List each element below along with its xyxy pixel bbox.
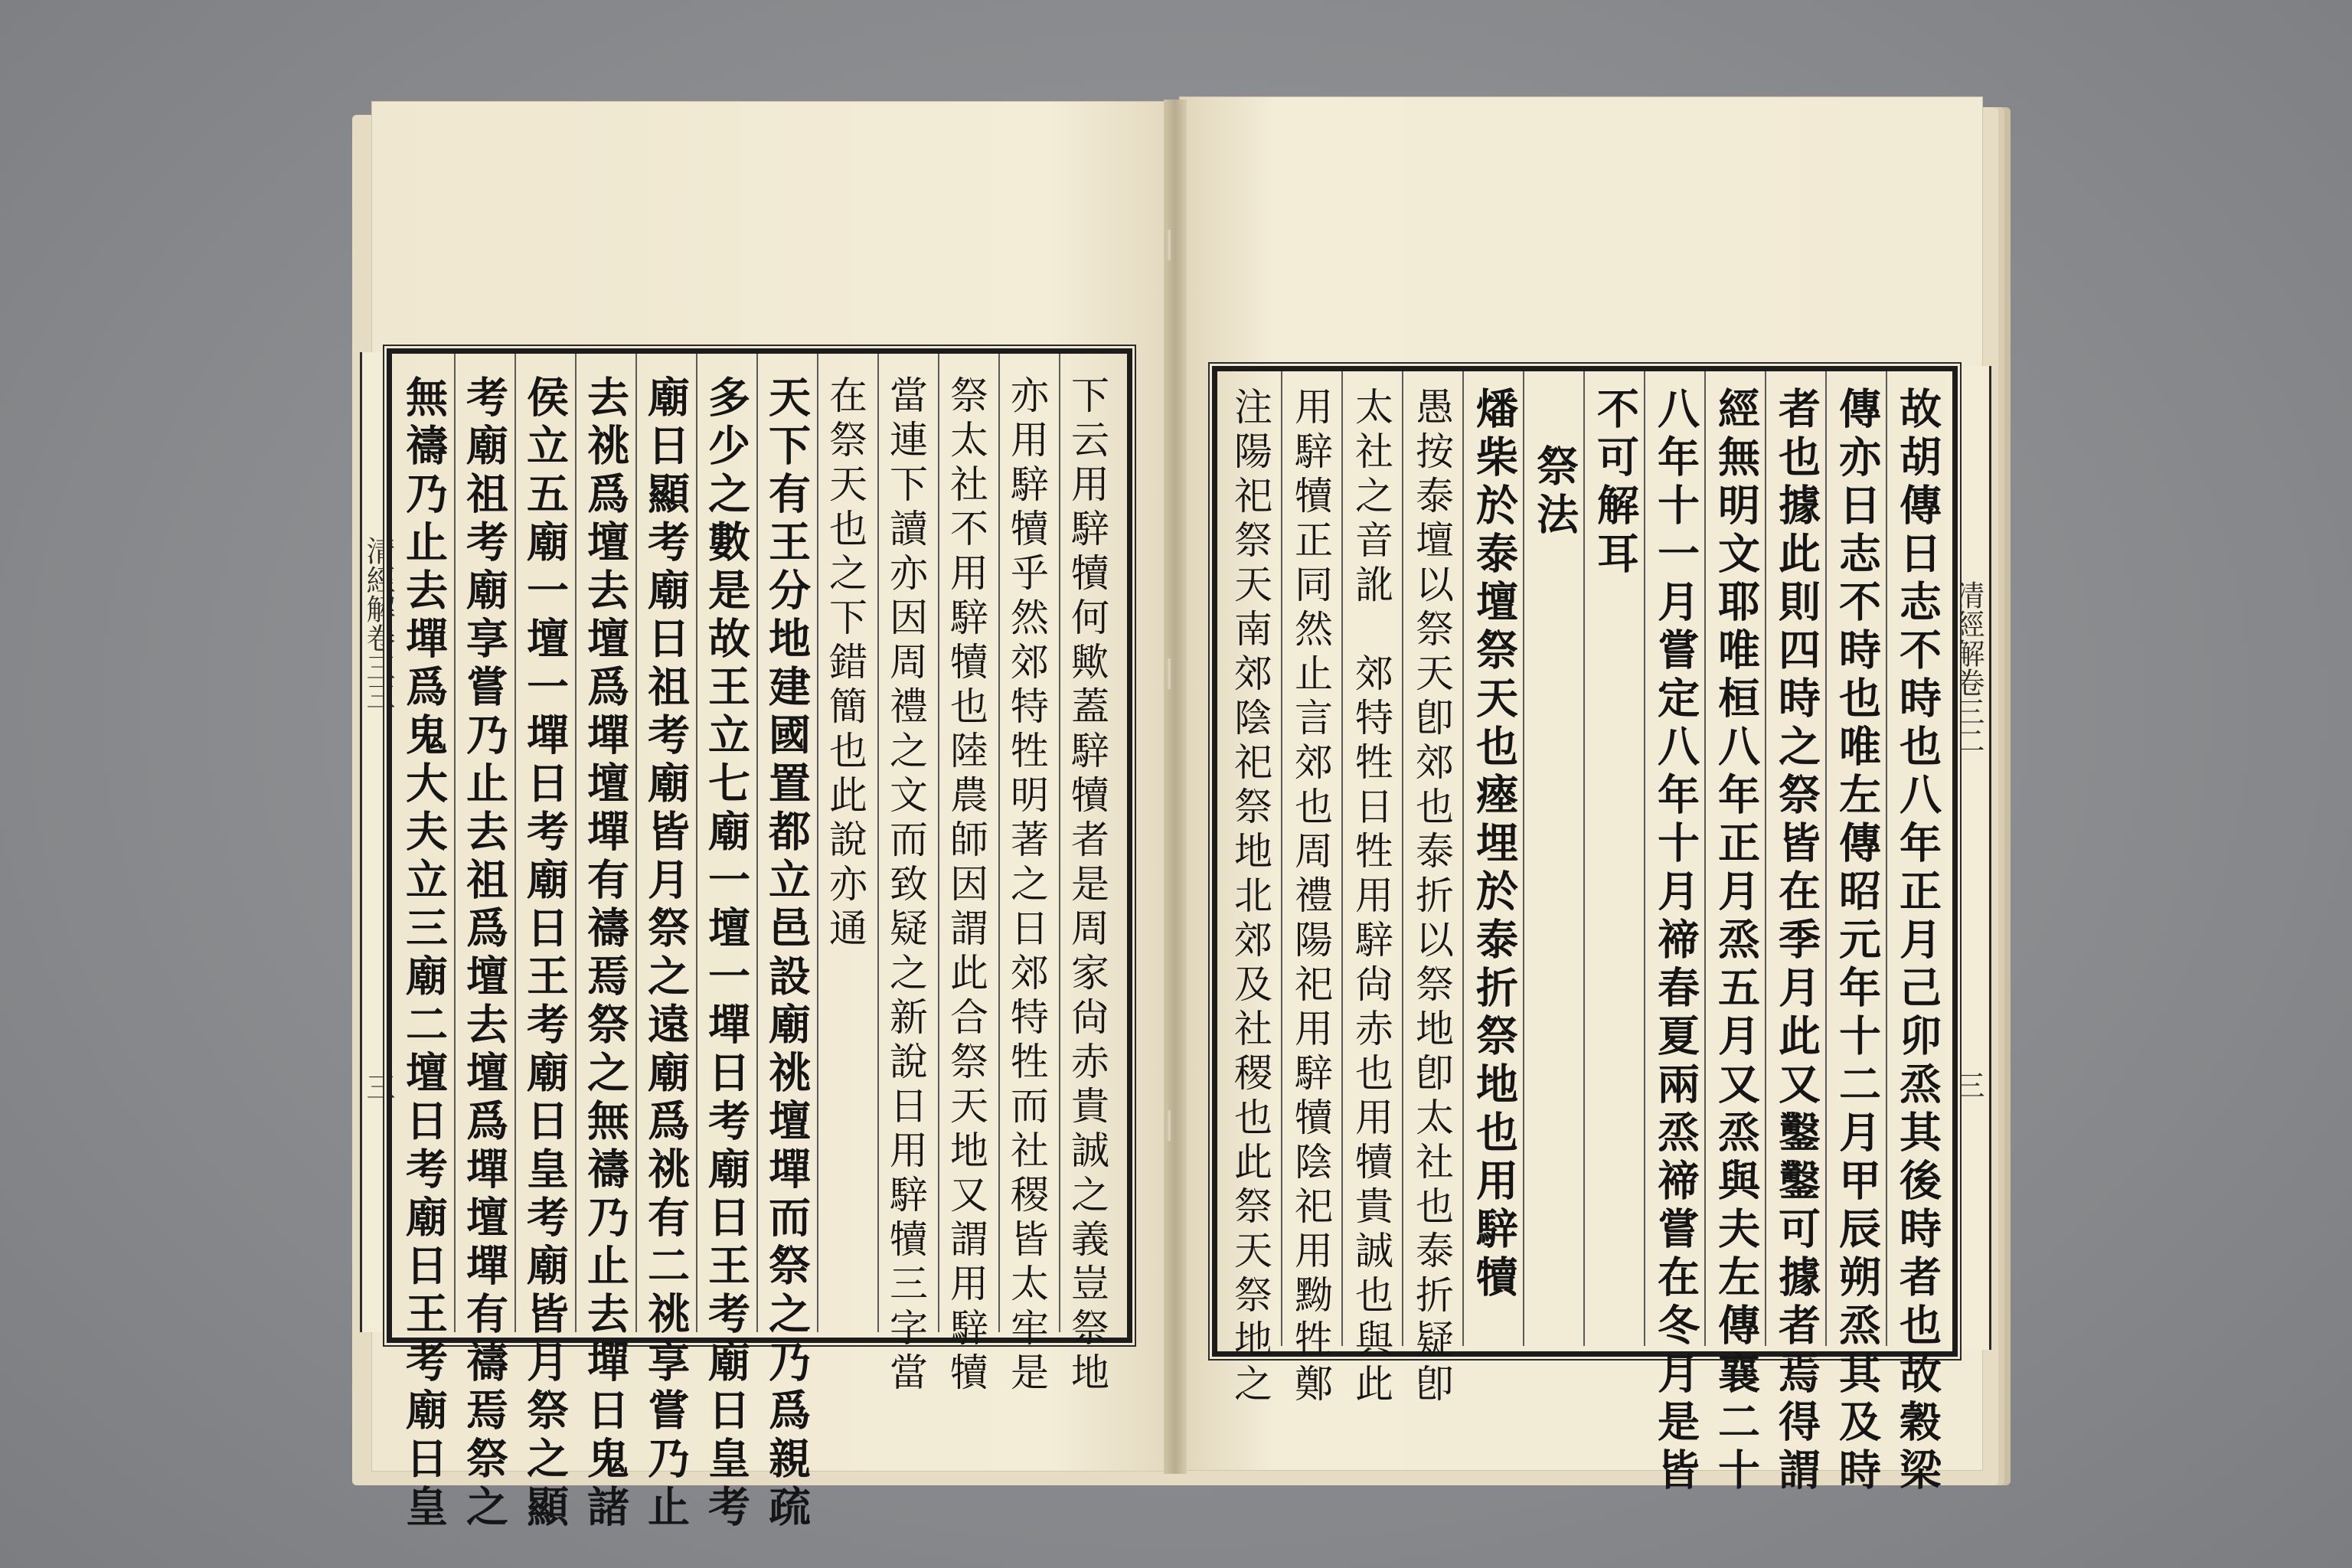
- column-rule: [756, 354, 758, 1332]
- column-rule: [1523, 371, 1524, 1346]
- left-banxin-folio: 三: [361, 1072, 395, 1101]
- left-banxin-title: 清經解卷三三: [361, 536, 395, 710]
- column-rule: [454, 354, 456, 1332]
- text-column: 去祧爲壇去壇爲墠壇墠有禱焉祭之無禱乃止去墠日鬼諸: [580, 375, 630, 1533]
- text-column: 燔柴於泰壇祭天也瘞埋於泰折祭地也用騂犢: [1469, 387, 1519, 1303]
- text-column: 無禱乃止去墠爲鬼大夫立三廟二壇日考廟日王考廟日皇: [399, 375, 449, 1533]
- right-banxin-title: 清經解卷三二: [1951, 580, 1984, 755]
- column-rule: [1402, 371, 1403, 1346]
- text-column: 經無明文耶唯桓八年正月烝五月又烝與夫左傳襄二十: [1711, 387, 1761, 1496]
- column-rule: [635, 354, 637, 1332]
- column-rule: [1886, 371, 1887, 1346]
- text-column: 廟日顯考廟日祖考廟皆月祭之遠廟爲祧有二祧享嘗乃止: [641, 375, 691, 1533]
- right-banxin-folio: 三: [1951, 1070, 1984, 1099]
- text-column: 天下有王分地建國置都立邑設廟祧壇墠而祭之乃爲親疏: [762, 375, 812, 1533]
- column-rule: [938, 354, 939, 1332]
- text-column: 多少之數是故王立七廟一壇一墠日考廟日王考廟日皇考: [701, 375, 751, 1533]
- book-gutter: [1164, 100, 1187, 1474]
- column-rule: [696, 354, 697, 1332]
- text-column: 傳亦日志不時也唯左傳昭元年十二月甲辰朔烝其及時: [1832, 387, 1882, 1496]
- text-column: 不可解耳: [1590, 387, 1640, 580]
- column-rule: [1704, 371, 1706, 1346]
- column-rule: [514, 354, 516, 1332]
- column-rule: [1825, 371, 1827, 1346]
- text-column: 下云用騂犢何歟蓋騂犢者是周家尙赤貴誠之義豈祭地: [1065, 375, 1109, 1396]
- column-rule: [1583, 371, 1585, 1346]
- column-rule: [817, 354, 818, 1332]
- text-column: 注陽祀祭天南郊陰祀祭地北郊及社稷也此祭天祭地之: [1228, 387, 1272, 1408]
- column-rule: [1765, 371, 1766, 1346]
- binding-thread: [1168, 230, 1171, 260]
- column-rule: [1462, 371, 1464, 1346]
- binding-thread: [1168, 1110, 1171, 1141]
- column-rule: [1281, 371, 1282, 1346]
- column-rule: [877, 354, 879, 1332]
- text-column: 當連下讀亦因周禮之文而致疑之新說日用騂犢三字當: [884, 375, 928, 1396]
- text-column: 侯立五廟一壇一墠日考廟日王考廟日皇考廟皆月祭之顯: [520, 375, 570, 1533]
- text-column: 太社之音訛 郊特牲日牲用騂尙赤也用犢貴誠也與此: [1349, 387, 1393, 1408]
- text-column: 者也據此則四時之祭皆在季月此又鑿鑿可據者焉得謂: [1772, 387, 1821, 1496]
- column-rule: [1341, 371, 1343, 1346]
- column-rule: [1644, 371, 1645, 1346]
- column-rule: [1059, 354, 1060, 1332]
- text-column: 在祭天也之下錯簡也此說亦通: [823, 375, 867, 952]
- text-column: 八年十一月嘗定八年十月禘春夏兩烝禘嘗在冬月是皆: [1651, 387, 1700, 1496]
- text-column: 亦用騂犢乎然郊特牲明著之日郊特牲而社稷皆太牢是: [1004, 375, 1049, 1396]
- text-column: 用騂犢正同然止言郊也周禮陽祀用騂犢陰祀用黝牲鄭: [1289, 387, 1333, 1408]
- column-rule: [575, 354, 577, 1332]
- column-rule: [998, 354, 1000, 1332]
- section-heading: 祭法: [1530, 444, 1579, 541]
- binding-thread: [1168, 658, 1171, 689]
- text-column: 愚按泰壇以祭天卽郊也泰折以祭地卽太社也泰折疑卽: [1410, 387, 1454, 1408]
- text-column: 祭太社不用騂犢也陸農師因謂此合祭天地又謂用騂犢: [944, 375, 988, 1396]
- text-column: 故胡傳日志不時也八年正月己卯烝其後時者也故穀梁: [1893, 387, 1942, 1496]
- text-column: 考廟祖考廟享嘗乃止去祖爲壇去壇爲墠壇墠有禱焉祭之: [459, 375, 509, 1533]
